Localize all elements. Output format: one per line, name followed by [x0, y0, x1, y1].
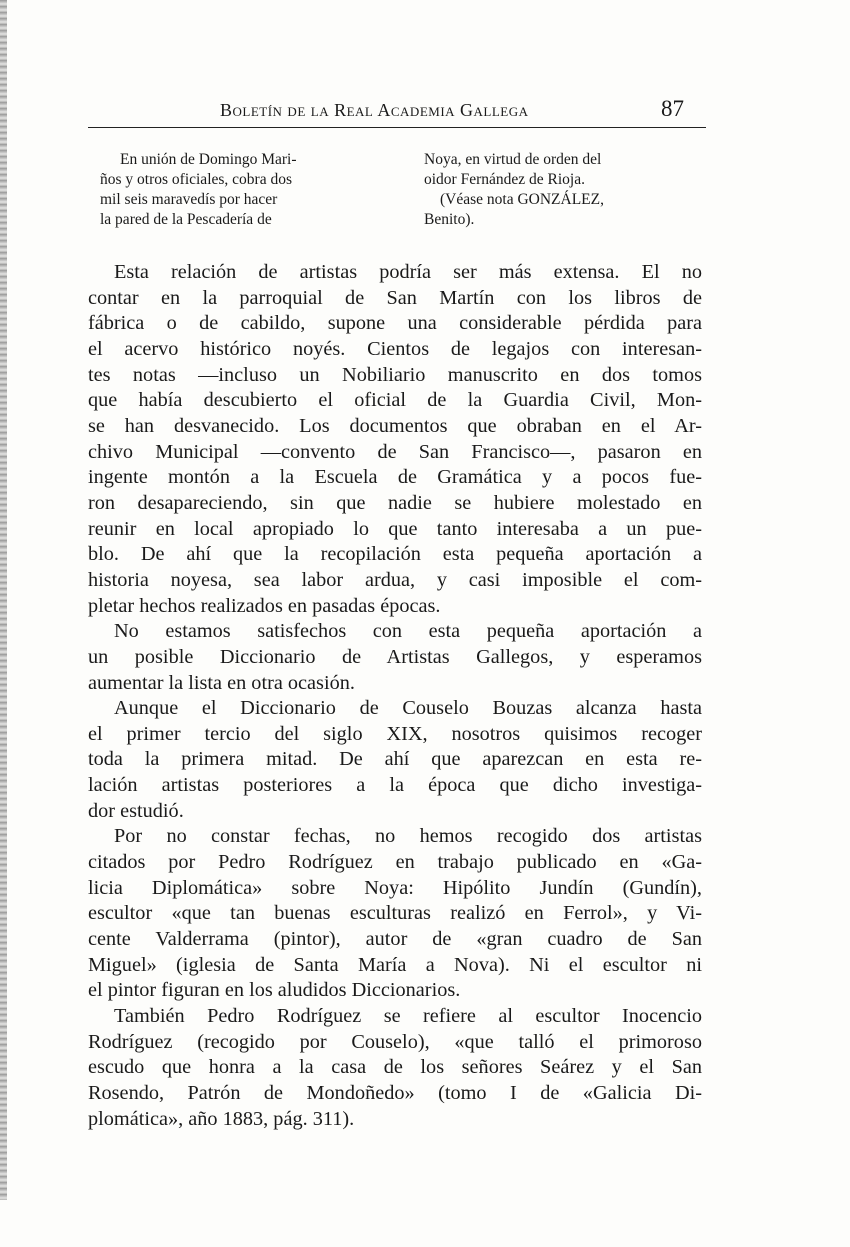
- note-right-column: [424, 150, 704, 230]
- text-line: el primer tercio del siglo XIX, nosotros quisimos recoger: [88, 722, 702, 745]
- text-line: plomática», año 1883, pág. 311).: [88, 1107, 355, 1130]
- text-line: que había descubierto el oficial de la Guardia Civil, Mon-: [88, 389, 702, 412]
- note-line: la pared de la Pescadería de: [100, 211, 272, 228]
- text-line: el acervo histórico noyés. Cientos de legajos con interesan-: [88, 337, 702, 360]
- note-line: Noya, en virtud de orden del: [424, 151, 602, 168]
- text-line: También Pedro Rodríguez se refiere al escultor Inocencio: [114, 1005, 702, 1028]
- text-line: escultor «que tan buenas esculturas realizó en Ferrol», y Vi-: [88, 902, 702, 925]
- text-line: citados por Pedro Rodríguez en trabajo publicado en «Ga-: [88, 851, 702, 874]
- text-line: Esta relación de artistas podría ser más extensa. El no: [114, 261, 702, 283]
- page-number: 87: [661, 96, 684, 121]
- note-line: (Véase nota GONZÁLEZ,: [440, 191, 604, 208]
- text-line: toda la primera mitad. De ahí que aparezcan en esta re-: [88, 748, 702, 771]
- paragraph: [88, 619, 702, 696]
- body-text: [88, 260, 702, 1132]
- text-line: chivo Municipal —convento de San Francisco—, pasaron en: [88, 440, 702, 463]
- text-line: contar en la parroquial de San Martín con los libros de: [88, 286, 702, 309]
- text-line: Rosendo, Patrón de Mondoñedo» (tomo I de «Galicia Di-: [88, 1082, 702, 1104]
- note-line: ños y otros oficiales, cobra dos: [100, 171, 292, 188]
- text-line: pletar hechos realizados en pasadas épocas.: [88, 594, 441, 617]
- note-left-column: [100, 150, 400, 230]
- text-line: el pintor figuran en los aludidos Diccionarios.: [88, 979, 461, 1002]
- text-line: No estamos satisfechos con esta pequeña aportación a: [114, 620, 702, 643]
- paragraph: [88, 824, 702, 1004]
- text-line: un posible Diccionario de Artistas Gallegos, y esperamos: [88, 645, 702, 668]
- note-line: oidor Fernández de Rioja.: [424, 171, 585, 188]
- note-line: Benito).: [424, 211, 475, 228]
- text-line: se han desvanecido. Los documentos que obraban en el Ar-: [88, 414, 702, 437]
- paragraph: [88, 260, 702, 619]
- page-header: [88, 96, 708, 126]
- text-line: historia noyesa, sea labor ardua, y casi imposible el com-: [88, 568, 702, 591]
- text-line: fábrica o de cabildo, supone una considerable pérdida para: [88, 312, 702, 335]
- text-line: blo. De ahí que la recopilación esta pequeña aportación a: [88, 543, 702, 566]
- note-line: En unión de Domingo Mari-: [120, 151, 297, 168]
- text-line: aumentar la lista en otra ocasión.: [88, 671, 355, 694]
- text-line: reunir en local apropiado lo que tanto interesaba a un pue-: [88, 517, 702, 540]
- text-line: lación artistas posteriores a la época que dicho investiga-: [88, 774, 702, 797]
- text-line: Rodríguez (recogido por Couselo), «que talló el primoroso: [88, 1030, 702, 1053]
- text-line: Miguel» (iglesia de Santa María a Nova). Ni el escultor ni: [88, 953, 702, 976]
- text-line: licia Diplomática» sobre Noya: Hipólito Jundín (Gundín),: [88, 876, 702, 899]
- page-binding-edge: [0, 0, 7, 1200]
- paragraph: [88, 1004, 702, 1132]
- text-line: escudo que honra a la casa de los señores Seárez y el San: [88, 1056, 702, 1079]
- text-line: cente Valderrama (pintor), autor de «gran cuadro de San: [88, 928, 702, 951]
- header-rule: [88, 127, 706, 128]
- note-line: mil seis maravedís por hacer: [100, 191, 278, 208]
- text-line: ron desapareciendo, sin que nadie se hubiere molestado en: [88, 491, 702, 514]
- text-line: tes notas —incluso un Nobiliario manuscrito en dos tomos: [88, 363, 702, 386]
- text-line: ingente montón a la Escuela de Gramática y a pocos fue-: [88, 466, 702, 489]
- text-line: Por no constar fechas, no hemos recogido dos artistas: [114, 825, 702, 848]
- text-line: Aunque el Diccionario de Couselo Bouzas alcanza hasta: [114, 697, 702, 720]
- paragraph: [88, 696, 702, 824]
- running-title: Boletín de la Real Academia Gallega: [220, 100, 529, 120]
- text-line: dor estudió.: [88, 799, 184, 822]
